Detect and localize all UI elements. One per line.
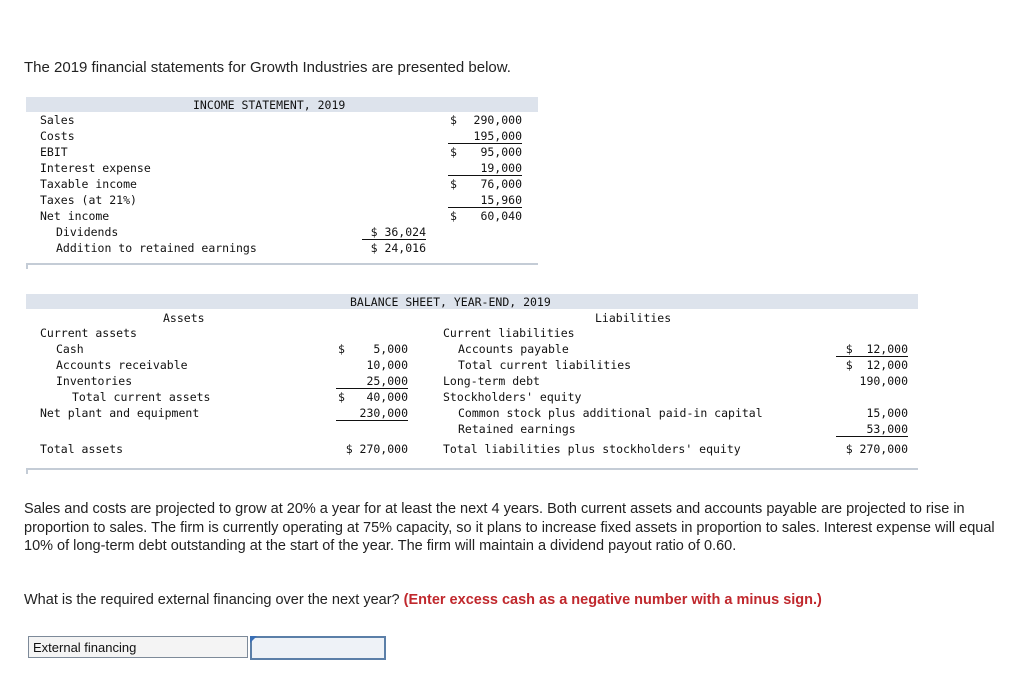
bs-label-common-stock: Common stock plus additional paid-in capital: [458, 406, 763, 420]
bs-value-inventories: 25,000: [336, 374, 408, 389]
bs-value-common-stock: 15,000: [866, 406, 908, 420]
question-instruction: (Enter excess cash as a negative number with a minus sign.): [403, 592, 822, 608]
bs-value-net-plant: 230,000: [336, 406, 408, 421]
bs-value-cash: 5,000: [373, 342, 408, 356]
bs-value-ltd: 190,000: [859, 374, 908, 388]
is-value-taxes: 15,960: [448, 193, 522, 208]
is-value-ebit: 95,000: [480, 145, 522, 159]
bs-value-ar: 10,000: [366, 358, 408, 372]
is-dollar-net-income: $: [450, 209, 457, 223]
is-label-ebit: EBIT: [40, 145, 68, 159]
bs-label-cash: Cash: [56, 342, 84, 356]
is-dollar-taxable: $: [450, 177, 457, 191]
is-label-costs: Costs: [40, 129, 75, 143]
is-value-taxable: 76,000: [480, 177, 522, 191]
is-dollar-sales: $: [450, 113, 457, 127]
bs-liabilities-header: Liabilities: [595, 311, 672, 325]
bs-label-total-current-assets: Total current assets: [72, 390, 211, 404]
is-label-taxes: Taxes (at 21%): [40, 193, 137, 207]
external-financing-label: External financing: [28, 636, 248, 658]
is-label-interest: Interest expense: [40, 161, 151, 175]
is-value-sales: 290,000: [473, 113, 522, 127]
is-value-dividends: $ 36,024: [362, 225, 426, 240]
bs-value-total-current-assets: 40,000: [366, 390, 408, 404]
is-value-costs: 195,000: [448, 129, 522, 144]
bs-current-liabilities-label: Current liabilities: [443, 326, 575, 340]
bs-dollar-cash: $: [338, 342, 345, 356]
balance-sheet-rule-tick: [26, 468, 28, 474]
is-value-net-income: 60,040: [480, 209, 522, 223]
bs-label-inventories: Inventories: [56, 374, 133, 388]
intro-text: The 2019 financial statements for Growth Industries are presented below.: [24, 59, 511, 76]
is-value-interest: 19,000: [448, 161, 522, 176]
bs-label-total-liabilities-equity: Total liabilities plus stockholders' equity: [443, 442, 741, 456]
question-main: What is the required external financing over the next year?: [24, 592, 404, 608]
is-label-taxable: Taxable income: [40, 177, 137, 191]
question-text: [24, 592, 822, 608]
input-marker-icon: [250, 636, 257, 643]
is-value-addition: $ 24,016: [370, 241, 426, 255]
bs-value-total-liabilities-equity: $ 270,000: [845, 442, 908, 456]
is-dollar-ebit: $: [450, 145, 457, 159]
bs-label-ar: Accounts receivable: [56, 358, 188, 372]
is-label-addition: Addition to retained earnings: [56, 241, 257, 255]
income-statement-rule-tick: [26, 263, 28, 269]
bs-label-total-assets: Total assets: [40, 442, 124, 456]
is-label-dividends: Dividends: [56, 225, 119, 239]
bs-dollar-total-current-assets: $: [338, 390, 345, 404]
bs-value-retained-earnings: 53,000: [836, 422, 908, 437]
balance-sheet-bottom-rule: [26, 468, 918, 470]
bs-label-total-current-liabilities: Total current liabilities: [458, 358, 632, 372]
bs-value-total-current-liabilities: $ 12,000: [845, 358, 908, 372]
external-financing-input[interactable]: [250, 636, 386, 660]
bs-value-total-assets: $ 270,000: [345, 442, 408, 456]
income-statement-title: INCOME STATEMENT, 2019: [193, 98, 346, 112]
bs-current-assets-label: Current assets: [40, 326, 137, 340]
is-label-net-income: Net income: [40, 209, 110, 223]
bs-value-ap: $ 12,000: [836, 342, 908, 357]
bs-assets-header: Assets: [163, 311, 205, 325]
balance-sheet-title: BALANCE SHEET, YEAR-END, 2019: [350, 295, 551, 309]
is-label-sales: Sales: [40, 113, 75, 127]
bs-label-retained-earnings: Retained earnings: [458, 422, 576, 436]
income-statement-bottom-rule: [26, 263, 538, 265]
bs-label-ap: Accounts payable: [458, 342, 569, 356]
problem-paragraph: Sales and costs are projected to grow at 20% a year for at least the next 4 years. Both current assets and accounts payable are projected to rise in proportion to sales. The firm is currently operating at 75% capacity, so it plans to increase fixed assets in proportion to sales. Interest expense will equal 10% of long-term debt outstanding at the start of the year. The firm will maintain a dividend payout ratio of 0.60.: [24, 501, 995, 554]
bs-label-net-plant: Net plant and equipment: [40, 406, 200, 420]
bs-equity-label: Stockholders' equity: [443, 390, 582, 404]
bs-label-ltd: Long-term debt: [443, 374, 540, 388]
